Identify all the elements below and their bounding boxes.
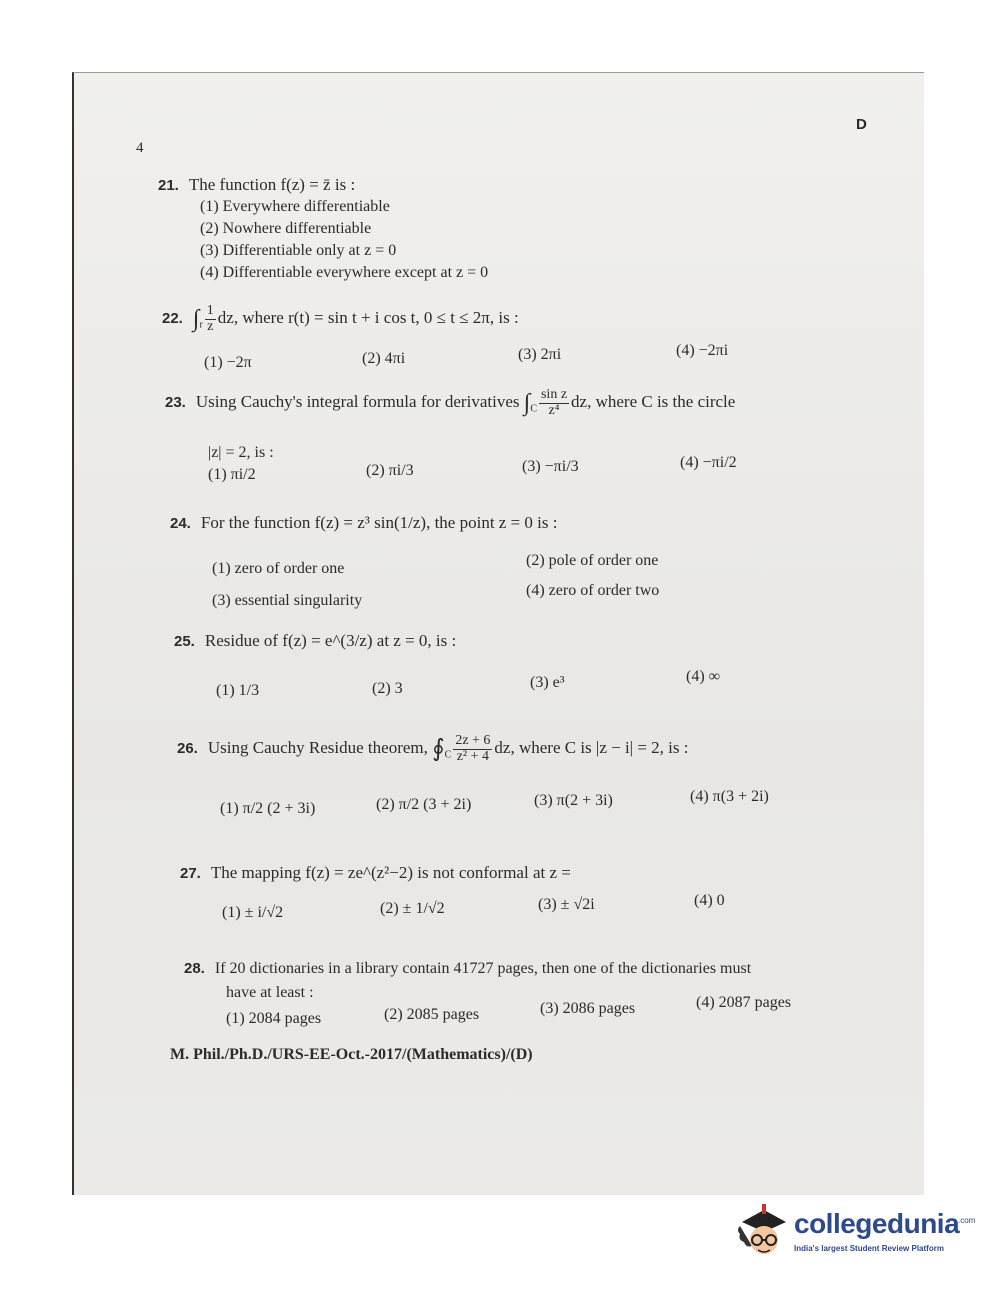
- q27-option-3: (3) ± √2i: [538, 896, 595, 913]
- q22-option-2: (2) 4πi: [362, 350, 406, 367]
- question-text: Using Cauchy Residue theorem,: [207, 738, 428, 758]
- q25-option-3: (3) e³: [530, 674, 565, 691]
- question-number: 25.: [174, 633, 195, 650]
- q23-option-4: (4) −πi/2: [680, 454, 737, 471]
- q22-option-3: (3) 2πi: [518, 346, 562, 363]
- collegedunia-logo[interactable]: [736, 1200, 976, 1260]
- q27-option-1: (1) ± i/√2: [222, 904, 284, 921]
- question-text: The function f(z) = z̄ is :: [188, 175, 356, 194]
- q28-option-3: (3) 2086 pages: [540, 1000, 636, 1017]
- question-21: [158, 174, 355, 197]
- q21-option-4: (4) Differentiable everywhere except at z = 0: [200, 264, 489, 281]
- question-28: [184, 958, 751, 980]
- question-text: dz, where r(t) = sin t + i cos t, 0 ≤ t ≤ 2π, is :: [217, 308, 519, 328]
- q27-option-2: (2) ± 1/√2: [380, 900, 445, 917]
- frac-numerator: sin z: [540, 387, 568, 402]
- q28-line2: have at least :: [226, 984, 314, 1001]
- q24-option-1: (1) zero of order one: [212, 560, 345, 577]
- q23-option-2: (2) πi/3: [366, 462, 414, 479]
- question-text: The mapping f(z) = ze^(z²−2) is not conformal at z =: [210, 863, 571, 882]
- q23-line2: |z| = 2, is :: [208, 444, 274, 461]
- integral-sign: ∫: [192, 306, 200, 333]
- integral-lower-limit: C: [444, 749, 452, 761]
- question-number: 26.: [177, 740, 198, 758]
- frac-denominator: z: [207, 318, 214, 334]
- q26-option-2: (2) π/2 (3 + 2i): [376, 796, 472, 813]
- q22-option-4: (4) −2πi: [676, 342, 729, 359]
- q28-option-4: (4) 2087 pages: [696, 994, 792, 1011]
- integrand-fraction: [453, 734, 492, 764]
- question-27: [180, 862, 571, 885]
- question-number: 22.: [162, 310, 183, 328]
- question-24: [170, 512, 558, 535]
- question-text: Using Cauchy's integral formula for derivatives: [195, 392, 520, 412]
- question-text-continued: dz, where C is |z − i| = 2, is :: [494, 738, 689, 758]
- integrand-fraction: [539, 388, 569, 418]
- integral-lower-limit: C: [530, 403, 537, 415]
- q26-option-4: (4) π(3 + 2i): [690, 788, 769, 805]
- frac-denominator: z⁴: [548, 402, 560, 418]
- question-25: [174, 630, 456, 653]
- question-23: 23. Using Cauchy's integral formula for derivatives $\int_C$ $\frac{\text{sin z}}{\text{z⁴}}$ dz, where C is the circle: [165, 387, 736, 418]
- question-number: 24.: [170, 515, 191, 532]
- q26-option-1: (1) π/2 (2 + 3i): [220, 800, 316, 817]
- question-text-continued: dz, where C is the circle: [571, 392, 736, 412]
- q26-option-3: (3) π(2 + 3i): [534, 792, 613, 809]
- q27-option-4: (4) 0: [694, 892, 725, 909]
- question-text: If 20 dictionaries in a library contain 41727 pages, then one of the dictionaries must: [214, 960, 752, 977]
- integral-lower-limit: r: [199, 319, 203, 331]
- q25-option-4: (4) ∞: [686, 668, 721, 685]
- q28-option-1: (1) 2084 pages: [226, 1010, 322, 1027]
- question-26: 26. Using Cauchy Residue theorem, $∮_C$ $\frac{2z + 6}{\text{z² + 4}}$ dz, where C is |z − i| = 2, is :: [177, 733, 689, 764]
- q25-option-1: (1) 1/3: [216, 682, 260, 699]
- student-mascot-icon: [736, 1200, 792, 1258]
- question-number: 27.: [180, 865, 201, 882]
- q28-option-2: (2) 2085 pages: [384, 1006, 480, 1023]
- logo-domain: .com: [958, 1216, 976, 1225]
- set-code: D: [856, 116, 867, 133]
- integrand-fraction: [205, 304, 216, 334]
- frac-denominator: z² + 4: [456, 748, 490, 764]
- logo-wordmark: collegedunia: [794, 1208, 960, 1239]
- question-number: 21.: [158, 177, 179, 194]
- q24-option-4: (4) zero of order two: [526, 582, 660, 599]
- question-text: For the function f(z) = z³ sin(1/z), the point z = 0 is :: [200, 513, 558, 532]
- question-text: Residue of f(z) = e^(3/z) at z = 0, is :: [204, 631, 457, 650]
- q23-option-3: (3) −πi/3: [522, 458, 579, 475]
- frac-numerator: 2z + 6: [455, 733, 491, 748]
- question-22: [162, 304, 519, 336]
- question-number: 23.: [165, 394, 186, 412]
- q22-option-1: (1) −2π: [204, 354, 252, 371]
- question-number: 28.: [184, 960, 205, 977]
- q25-option-2: (2) 3: [372, 680, 403, 697]
- paper-code-footer: M. Phil./Ph.D./URS-EE-Oct.-2017/(Mathematics)/(D): [170, 1046, 533, 1063]
- q24-option-2: (2) pole of order one: [526, 552, 659, 569]
- q21-option-2: (2) Nowhere differentiable: [200, 220, 372, 237]
- q24-option-3: (3) essential singularity: [212, 592, 363, 609]
- q23-option-1: (1) πi/2: [208, 466, 256, 483]
- logo-tagline: India's largest Student Review Platform: [794, 1244, 944, 1253]
- q21-option-3: (3) Differentiable only at z = 0: [200, 242, 397, 259]
- q21-option-1: (1) Everywhere differentiable: [200, 198, 390, 215]
- frac-numerator: 1: [206, 303, 214, 318]
- page-number: 4: [136, 140, 144, 156]
